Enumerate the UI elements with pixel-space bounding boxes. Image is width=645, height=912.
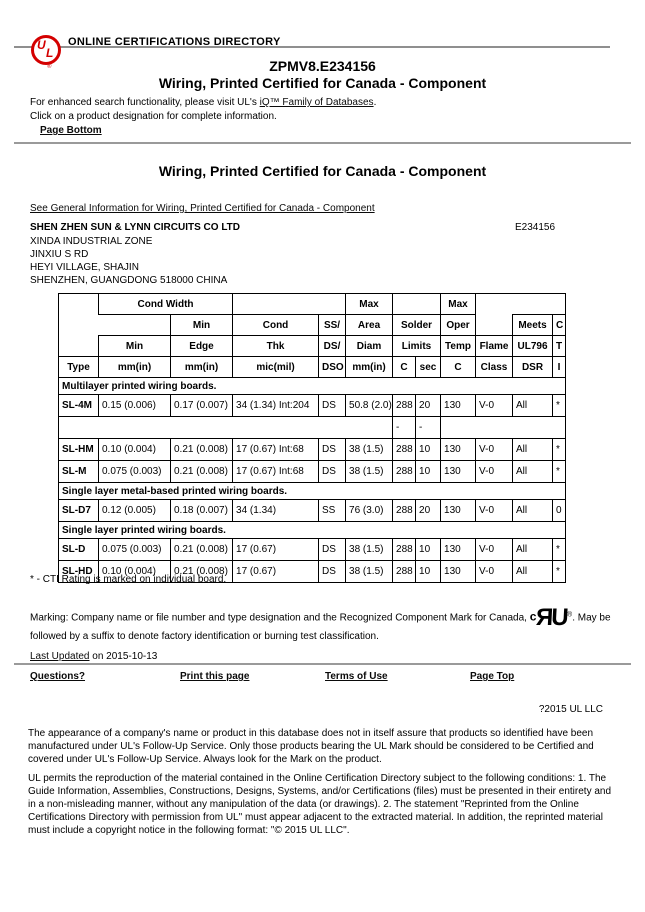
col-header-limits: Limits (393, 336, 441, 357)
header-row-3 (59, 336, 566, 357)
intro-line-2: Click on a product designation for complete information. (30, 111, 277, 122)
product-designation[interactable]: SL-HD (59, 561, 99, 583)
product-designation[interactable]: SL-M (59, 461, 99, 483)
col-header-cond: Cond (233, 315, 319, 336)
cell: 130 (441, 539, 476, 561)
product-designation[interactable]: SL-4M (59, 395, 99, 417)
cell: DS (319, 439, 346, 461)
dash-spacer (59, 417, 393, 439)
header-row-4 (59, 357, 566, 378)
cell: V-0 (476, 439, 513, 461)
page-bottom-link[interactable]: Page Bottom (40, 125, 102, 136)
cell: 10 (416, 461, 441, 483)
product-designation[interactable]: SL-D7 (59, 500, 99, 522)
col-header-class: Class (476, 357, 513, 378)
cell: V-0 (476, 539, 513, 561)
cell: * (553, 395, 566, 417)
cell: 0.21 (0.008) (171, 461, 233, 483)
cell: 0.18 (0.007) (171, 500, 233, 522)
cell: 76 (3.0) (346, 500, 393, 522)
section-title: Multilayer printed wiring boards. (59, 378, 566, 395)
header-spacer (99, 315, 171, 336)
col-header-diam: Diam (346, 336, 393, 357)
cell: 130 (441, 439, 476, 461)
file-number: E234156 (515, 222, 556, 233)
cell: DS (319, 395, 346, 417)
print-page-link[interactable]: Print this page (180, 671, 250, 682)
col-header-mic: mic(mil) (233, 357, 319, 378)
col-header-mm2: mm(in) (171, 357, 233, 378)
cell: * (553, 461, 566, 483)
col-header-max-area: Max (346, 294, 393, 315)
cell: 38 (1.5) (346, 561, 393, 583)
ul-logo-letter-l: L (46, 46, 54, 60)
col-header-cond-width: Cond Width (99, 294, 233, 315)
last-updated-date: on 2015-10-13 (89, 651, 158, 662)
header-spacer (59, 294, 99, 357)
company-address-line: HEYI VILLAGE, SHAJIN (30, 262, 139, 273)
dash-spacer (441, 417, 566, 439)
col-header-area: Area (346, 315, 393, 336)
table-row (59, 439, 566, 461)
col-header-ss: SS/ (319, 315, 346, 336)
cell: 0.15 (0.006) (99, 395, 171, 417)
cell: * (553, 439, 566, 461)
cell: 10 (416, 539, 441, 561)
cell: - (393, 417, 416, 439)
cell: 10 (416, 561, 441, 583)
registered-mark-icon: ® (47, 64, 52, 70)
cell: 288 (393, 395, 416, 417)
company-address-line: JINXIU S RD (30, 249, 89, 260)
intro-line-1 (30, 97, 376, 108)
col-header-solder: Solder (393, 315, 441, 336)
cell: SS (319, 500, 346, 522)
col-header-i: I (553, 357, 566, 378)
cell: V-0 (476, 461, 513, 483)
cell: DS (319, 561, 346, 583)
copyright-notice: ?2015 UL LLC (538, 704, 603, 715)
cell: 288 (393, 439, 416, 461)
header-row-2 (59, 315, 566, 336)
section-title: Single layer printed wiring boards. (59, 522, 566, 539)
cell: 38 (1.5) (346, 461, 393, 483)
cell: 0.10 (0.004) (99, 439, 171, 461)
col-header-ul796: UL796 (513, 336, 553, 357)
cell: 0.21 (0.008) (171, 561, 233, 583)
col-header-sec: sec (416, 357, 441, 378)
col-header-min: Min (171, 315, 233, 336)
cell: 38 (1.5) (346, 539, 393, 561)
col-header-meets: Meets (513, 315, 553, 336)
registered-mark-icon: ® (567, 611, 573, 619)
marking-paragraph (30, 606, 622, 643)
cell: 10 (416, 439, 441, 461)
cell: DS (319, 539, 346, 561)
general-information-link[interactable]: See General Information for Wiring, Printed Certified for Canada - Component (30, 203, 375, 214)
cell: 17 (0.67) Int:68 (233, 461, 319, 483)
last-updated-link[interactable]: Last Updated (30, 651, 90, 662)
questions-link[interactable]: Questions? (30, 671, 86, 682)
header-row-1 (59, 294, 566, 315)
cell: 130 (441, 461, 476, 483)
cell: 130 (441, 561, 476, 583)
page-top-link[interactable]: Page Top (470, 671, 515, 682)
iq-family-link[interactable]: iQ™ Family of Databases (259, 97, 374, 108)
terms-of-use-link[interactable]: Terms of Use (325, 671, 388, 682)
col-header-t: T (553, 336, 566, 357)
file-code-heading: ZPMV8.E234156 (269, 58, 376, 74)
col-header-dsr: DSR (513, 357, 553, 378)
header-spacer (393, 294, 441, 315)
col-header-type: Type (59, 357, 99, 378)
header-spacer (233, 294, 346, 315)
cell: 288 (393, 461, 416, 483)
cell: 34 (1.34) Int:204 (233, 395, 319, 417)
col-header-oper: Oper (441, 315, 476, 336)
cell: 17 (0.67) (233, 561, 319, 583)
cell: 130 (441, 500, 476, 522)
cell: 17 (0.67) Int:68 (233, 439, 319, 461)
col-header-mm3: mm(in) (346, 357, 393, 378)
disclaimer-follow-up: The appearance of a company's name or product in this database does not in itself assure that products so identified have been manufactured under UL's Follow-Up Service. Only those products bearing the UL Mark should be considered to be Certified and covered under UL's Follow-Up Service. Always look for the Mark on the product. (28, 728, 594, 765)
col-header-dso: DSO (319, 357, 346, 378)
company-name: SHEN ZHEN SUN & LYNN CIRCUITS CO LTD (30, 222, 241, 233)
table-row (59, 539, 566, 561)
ul-logo-letter-u: U (37, 38, 46, 52)
section-row (59, 483, 566, 500)
category-heading-main: Wiring, Printed Certified for Canada - Component (158, 163, 487, 179)
marking-suffix: . May be followed by a suffix to denote factory identification or burning test classification. (30, 612, 611, 642)
cell: 288 (393, 539, 416, 561)
intro-prefix: For enhanced search functionality, please visit UL's (30, 97, 260, 108)
cell: 34 (1.34) (233, 500, 319, 522)
disclaimer-reproduction: UL permits the reproduction of the material contained in the Online Certification Directory subject to the following conditions: 1. The Guide Information, Assemblies, Constructions, Designs, Systems, and/or Certifications (files) must be presented in their entirety and in a non-misleading manner, without any manipulation of the data (or drawings). 2. The statement "Reprinted from the Online Certifications Directory with permission from UL" must appear adjacent to the extracted material. In addition, the reprinted material must include a copyright notice in the following format: "© 2015 UL LLC". (28, 773, 612, 836)
col-header-mm1: mm(in) (99, 357, 171, 378)
cell: V-0 (476, 395, 513, 417)
cell: * (553, 561, 566, 583)
col-header-min2: Min (99, 336, 171, 357)
footer-divider-rule (14, 663, 631, 665)
cell: 0.075 (0.003) (99, 461, 171, 483)
cell: 0.17 (0.007) (171, 395, 233, 417)
cell: All (513, 539, 553, 561)
cell: All (513, 395, 553, 417)
cell: 0 (553, 500, 566, 522)
c-mark-prefix: c (529, 609, 537, 624)
cell: DS (319, 461, 346, 483)
section-row (59, 378, 566, 395)
company-address-line: XINDA INDUSTRIAL ZONE (30, 236, 153, 247)
cell: V-0 (476, 500, 513, 522)
c-ul-recognized-component-mark-icon: ЯU (535, 604, 568, 631)
cell: V-0 (476, 561, 513, 583)
cell: 0.21 (0.008) (171, 439, 233, 461)
cell: All (513, 561, 553, 583)
col-header-max-oper: Max (441, 294, 476, 315)
section-divider-rule (14, 142, 631, 144)
table-row-dash (59, 417, 566, 439)
cell: 0.21 (0.008) (171, 539, 233, 561)
col-header-temp: Temp (441, 336, 476, 357)
section-row (59, 522, 566, 539)
cell: - (416, 417, 441, 439)
last-updated-line (30, 651, 157, 662)
product-designation[interactable]: SL-HM (59, 439, 99, 461)
directory-brand-title: ONLINE CERTIFICATIONS DIRECTORY (68, 36, 281, 48)
cti-footnote: * - CTI Rating is marked on individual board. (30, 574, 227, 585)
col-header-c: C (553, 315, 566, 336)
spec-table (58, 293, 566, 583)
table-row (59, 395, 566, 417)
header-spacer (476, 315, 513, 336)
cell: 288 (393, 500, 416, 522)
cell: 0.12 (0.005) (99, 500, 171, 522)
cell: 0.10 (0.004) (99, 561, 171, 583)
category-heading-top: Wiring, Printed Certified for Canada - Component (158, 75, 487, 91)
cell: 20 (416, 500, 441, 522)
cell: All (513, 461, 553, 483)
intro-suffix: . (373, 97, 377, 108)
col-header-c1: C (393, 357, 416, 378)
table-row (59, 500, 566, 522)
col-header-thk: Thk (233, 336, 319, 357)
cell: 17 (0.67) (233, 539, 319, 561)
table-row (59, 461, 566, 483)
cell: 50.8 (2.0) (346, 395, 393, 417)
col-header-ds: DS/ (319, 336, 346, 357)
spec-table-wrap (58, 293, 566, 583)
col-header-c2: C (441, 357, 476, 378)
col-header-edge: Edge (171, 336, 233, 357)
section-title: Single layer metal-based printed wiring boards. (59, 483, 566, 500)
cell: 38 (1.5) (346, 439, 393, 461)
marking-prefix: Marking: Company name or file number and type designation and the Recognized Component Mark for Canada, (30, 612, 530, 624)
cell: All (513, 500, 553, 522)
cell: 0.075 (0.003) (99, 539, 171, 561)
cell: 130 (441, 395, 476, 417)
header-spacer (476, 294, 566, 315)
col-header-flame: Flame (476, 336, 513, 357)
ul-logo-icon (31, 35, 61, 70)
cell: All (513, 439, 553, 461)
product-designation[interactable]: SL-D (59, 539, 99, 561)
cell: * (553, 539, 566, 561)
cell: 20 (416, 395, 441, 417)
company-address-line: SHENZHEN, GUANGDONG 518000 CHINA (30, 275, 228, 286)
cell: 288 (393, 561, 416, 583)
